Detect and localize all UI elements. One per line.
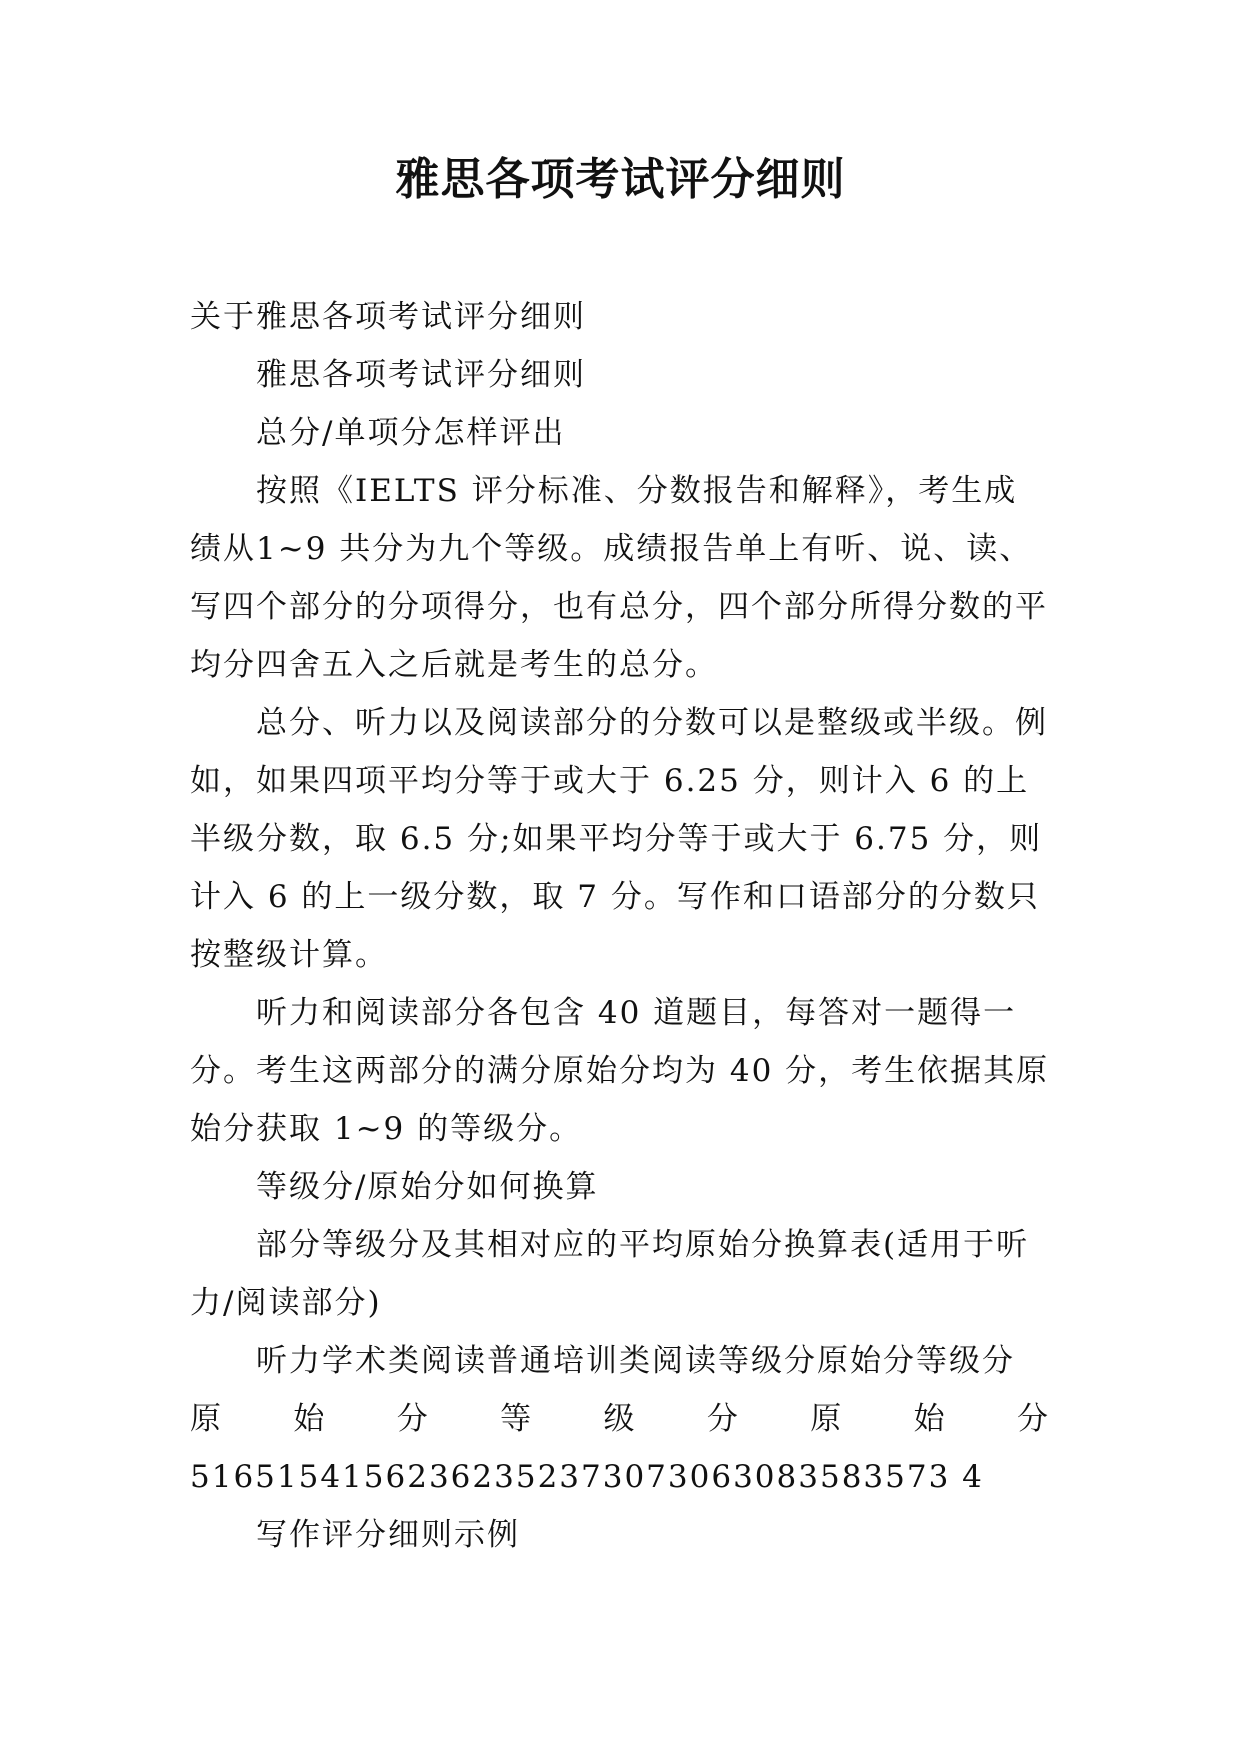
document-title: 雅思各项考试评分细则 — [395, 154, 846, 205]
paragraph-writing-example: 写作评分细则示例 — [256, 1517, 520, 1553]
paragraph-heading-conversion: 等级分/原始分如何换算 — [256, 1169, 599, 1205]
paragraph-heading-total-score: 总分/单项分怎样评出 — [256, 415, 566, 451]
table-header-line: 听力学术类阅读普通培训类阅读等级分原始分等级分 — [256, 1343, 1015, 1379]
paragraph-intro: 关于雅思各项考试评分细则 — [190, 299, 586, 335]
paragraph-subtitle: 雅思各项考试评分细则 — [256, 357, 586, 393]
paragraph-scoring-standard: 按照《IELTS 评分标准、分数报告和解释》，考生成绩从1~9 共分为九个等级。成绩报告单上有听、说、读、写四个部分的分项得分，也有总分，四个部分所得分数的平均分四舍五入之后就是考生的总分。 — [190, 473, 1048, 683]
table-values-line: 51651541562362352373073063083583573 4 — [190, 1459, 984, 1495]
table-header-line-continued: 原 始 分 等 级 分 原 始 分 — [190, 1401, 1050, 1437]
paragraph-half-band: 总分、听力以及阅读部分的分数可以是整级或半级。例如，如果四项平均分等于或大于 6.25 分，则计入 6 的上半级分数，取 6.5 分;如果平均分等于或大于 6.75 分，则计入 6 的上一级分数，取 7 分。写作和口语部分的分数只按整级计算。 — [190, 705, 1048, 973]
paragraph-conversion-table-caption: 部分等级分及其相对应的平均原始分换算表(适用于听力/阅读部分) — [190, 1227, 1030, 1321]
document-body — [190, 288, 1050, 1564]
paragraph-listening-reading: 听力和阅读部分各包含 40 道题目，每答对一题得一分。考生这两部分的满分原始分均为 40 分，考生依据其原始分获取 1~9 的等级分。 — [190, 995, 1050, 1147]
